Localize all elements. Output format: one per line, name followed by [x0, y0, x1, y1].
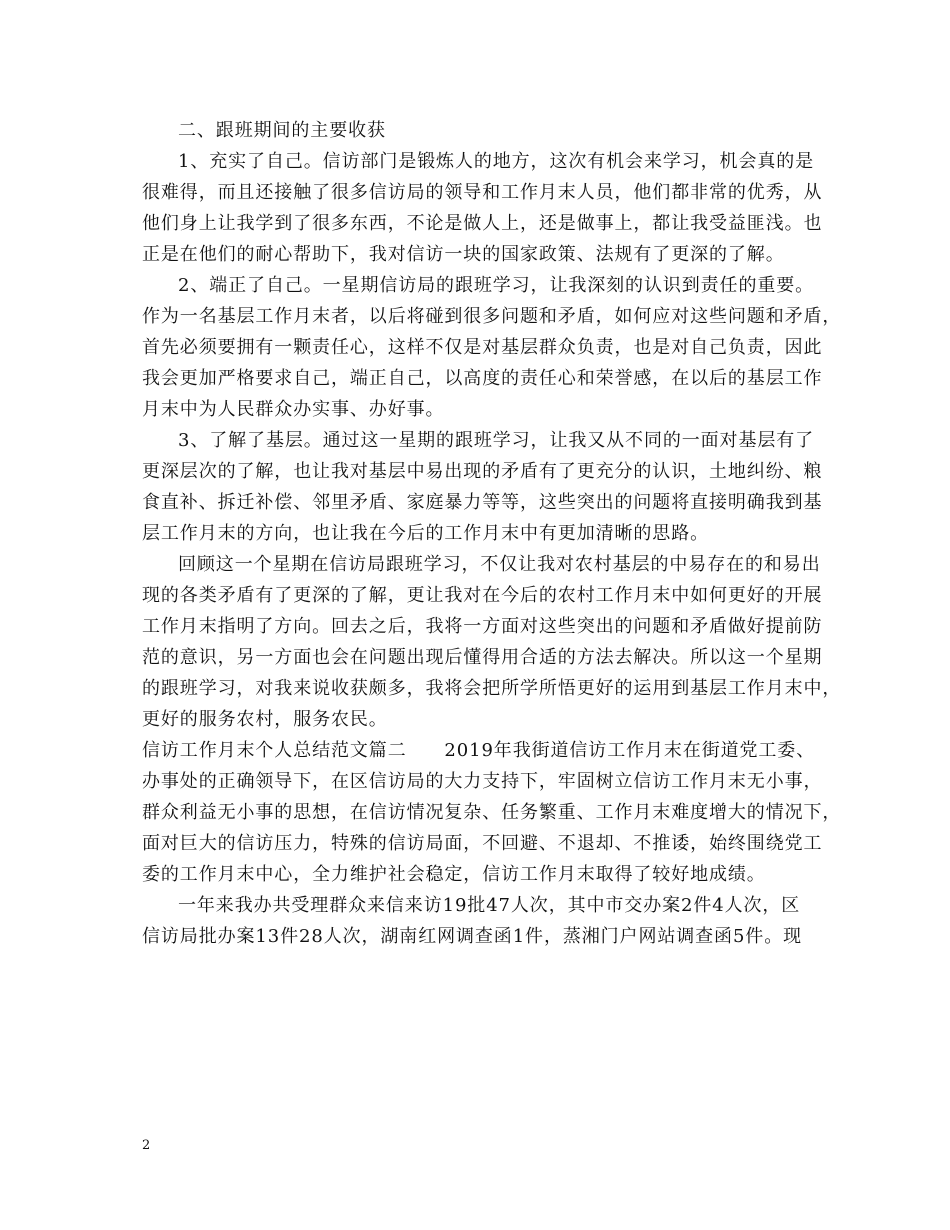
- body-text: [142, 115, 842, 952]
- paragraph-line: 首先必须要拥有一颗责任心，这样不仅是对基层群众负责，也是对自己负责，因此: [142, 337, 823, 358]
- paragraph-line: 委的工作月末中心，全力维护社会稳定，信访工作月末取得了较好地成绩。: [142, 864, 766, 885]
- paragraph-line: 1、充实了自己。信访部门是锻炼人的地方，这次有机会来学习，机会真的是: [178, 151, 815, 172]
- paragraph-line: 层工作月末的方向，也让我在今后的工作月末中有更加清晰的思路。: [142, 523, 709, 544]
- paragraph-line: 现的各类矛盾有了更深的了解，更让我对在今后的农村工作月末中如何更好的开展: [142, 585, 823, 606]
- paragraph-line: 月末中为人民群众办实事、办好事。: [142, 399, 445, 420]
- paragraph-line: 办事处的正确领导下，在区信访局的大力支持下，牢固树立信访工作月末无小事，: [142, 771, 823, 792]
- paragraph-line: 面对巨大的信访压力，特殊的信访局面，不回避、不退却、不推诿，始终围绕党工: [142, 833, 823, 854]
- paragraph-line: 作为一名基层工作月末者，以后将碰到很多问题和矛盾，如何应对这些问题和矛盾，: [142, 306, 842, 327]
- paragraph-line: 范的意识，另一方面也会在问题出现后懂得用合适的方法去解决。所以这一个星期: [142, 647, 823, 668]
- paragraph-line: 工作月末指明了方向。回去之后，我将一方面对这些突出的问题和矛盾做好提前防: [142, 616, 823, 637]
- paragraph-line: 更好的服务农村，服务农民。: [142, 709, 388, 730]
- paragraph-line: 正是在他们的耐心帮助下，我对信访一块的国家政策、法规有了更深的了解。: [142, 244, 785, 265]
- paragraph-line: 3、了解了基层。通过这一星期的跟班学习，让我又从不同的一面对基层有了: [178, 430, 815, 451]
- paragraph-line: 一年来我办共受理群众来信来访19批47人次，其中市交办案2件4人次，区: [178, 895, 801, 916]
- paragraph-line: 信访局批办案13件28人次，湖南红网调查函1件，蒸湘门户网站调查函5件。现: [142, 926, 803, 947]
- paragraph-line: 很难得，而且还接触了很多信访局的领导和工作月末人员，他们都非常的优秀，从: [142, 182, 823, 203]
- page-number: 2: [142, 1138, 151, 1153]
- paragraph-line: 的跟班学习，对我来说收获颇多，我将会把所学所悟更好的运用到基层工作月末中，: [142, 678, 842, 699]
- paragraph-line: 我会更加严格要求自己，端正自己，以高度的责任心和荣誉感，在以后的基层工作: [142, 368, 823, 389]
- paragraph-line: 食直补、拆迁补偿、邻里矛盾、家庭暴力等等，这些突出的问题将直接明确我到基: [142, 492, 823, 513]
- article-title-line: 信访工作月末个人总结范文篇二 2019年我街道信访工作月末在街道党工委、: [142, 740, 816, 761]
- paragraph-line: 2、端正了自己。一星期信访局的跟班学习，让我深刻的认识到责任的重要。: [178, 275, 815, 296]
- paragraph-line: 回顾这一个星期在信访局跟班学习，不仅让我对农村基层的中易存在的和易出: [178, 554, 821, 575]
- paragraph-line: 更深层次的了解，也让我对基层中易出现的矛盾有了更充分的认识，土地纠纷、粮: [142, 461, 823, 482]
- paragraph-line: 他们身上让我学到了很多东西，不论是做人上，还是做事上，都让我受益匪浅。也: [142, 213, 823, 234]
- section-heading: 二、跟班期间的主要收获: [178, 120, 386, 141]
- paragraph-line: 群众利益无小事的思想，在信访情况复杂、任务繁重、工作月末难度增大的情况下，: [142, 802, 842, 823]
